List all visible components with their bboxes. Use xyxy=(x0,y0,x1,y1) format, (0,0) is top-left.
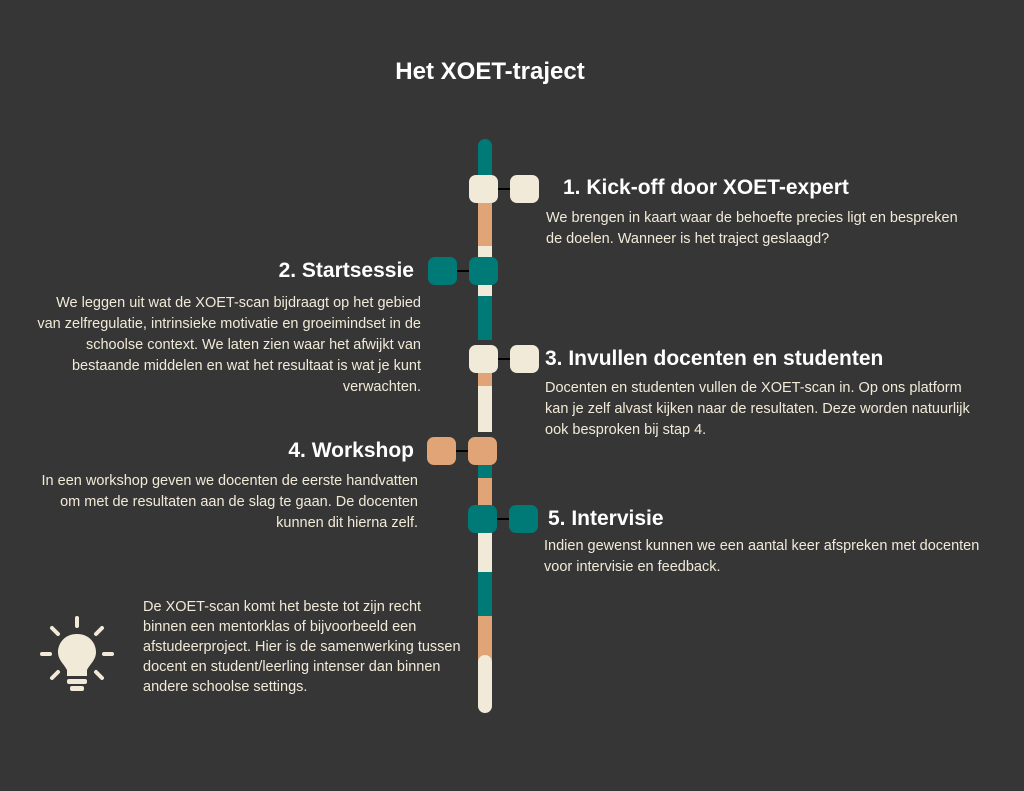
step-4-description: In een workshop geven we docenten de eerste handvatten om met de resultaten aan de slag te gaan. De docenten kunnen dit hierna zelf. xyxy=(41,473,418,531)
lightbulb-icon xyxy=(36,614,118,696)
step-3-description: Docenten en studenten vullen de XOET-scan in. Op ons platform kan je zelf alvast kijken naar de resultaten. Deze worden natuurlijk ook besproken bij stap 4. xyxy=(545,380,970,438)
step-3-title: 3. Invullen docenten en studenten xyxy=(545,347,884,370)
page-title: Het XOET-traject xyxy=(395,58,585,85)
step-5-marker xyxy=(468,505,538,533)
step-1-description: We brengen in kaart waar de behoefte precies ligt en bespreken de doelen. Wanneer is het traject geslaagd? xyxy=(546,210,958,247)
step-1-marker xyxy=(469,175,539,203)
step-5-title: 5. Intervisie xyxy=(548,507,664,530)
step-5-description: Indien gewenst kunnen we een aantal keer afspreken met docenten voor intervisie en feedback. xyxy=(544,538,980,575)
step-4-title: 4. Workshop xyxy=(288,439,414,462)
step-3-marker xyxy=(469,345,539,373)
tip-text: De XOET-scan komt het beste tot zijn recht binnen een mentorklas of bijvoorbeeld een afstudeerproject. Hier is de samenwerking tussen docent en student/leerling intenser dan binnen andere schoolse settings. xyxy=(143,599,461,695)
step-4-marker xyxy=(427,437,497,465)
step-2-description: We leggen uit wat de XOET-scan bijdraagt op het gebied van zelfregulatie, intrinsieke motivatie en groeimindset in de schoolse context. We laten zien waar het afwijkt van bestaande middelen en wat het resultaat is wat je kunt verwachten. xyxy=(37,295,421,395)
step-2-marker xyxy=(428,257,498,285)
step-2-title: 2. Startsessie xyxy=(278,259,414,282)
step-1-title: 1. Kick-off door XOET-expert xyxy=(563,176,849,199)
